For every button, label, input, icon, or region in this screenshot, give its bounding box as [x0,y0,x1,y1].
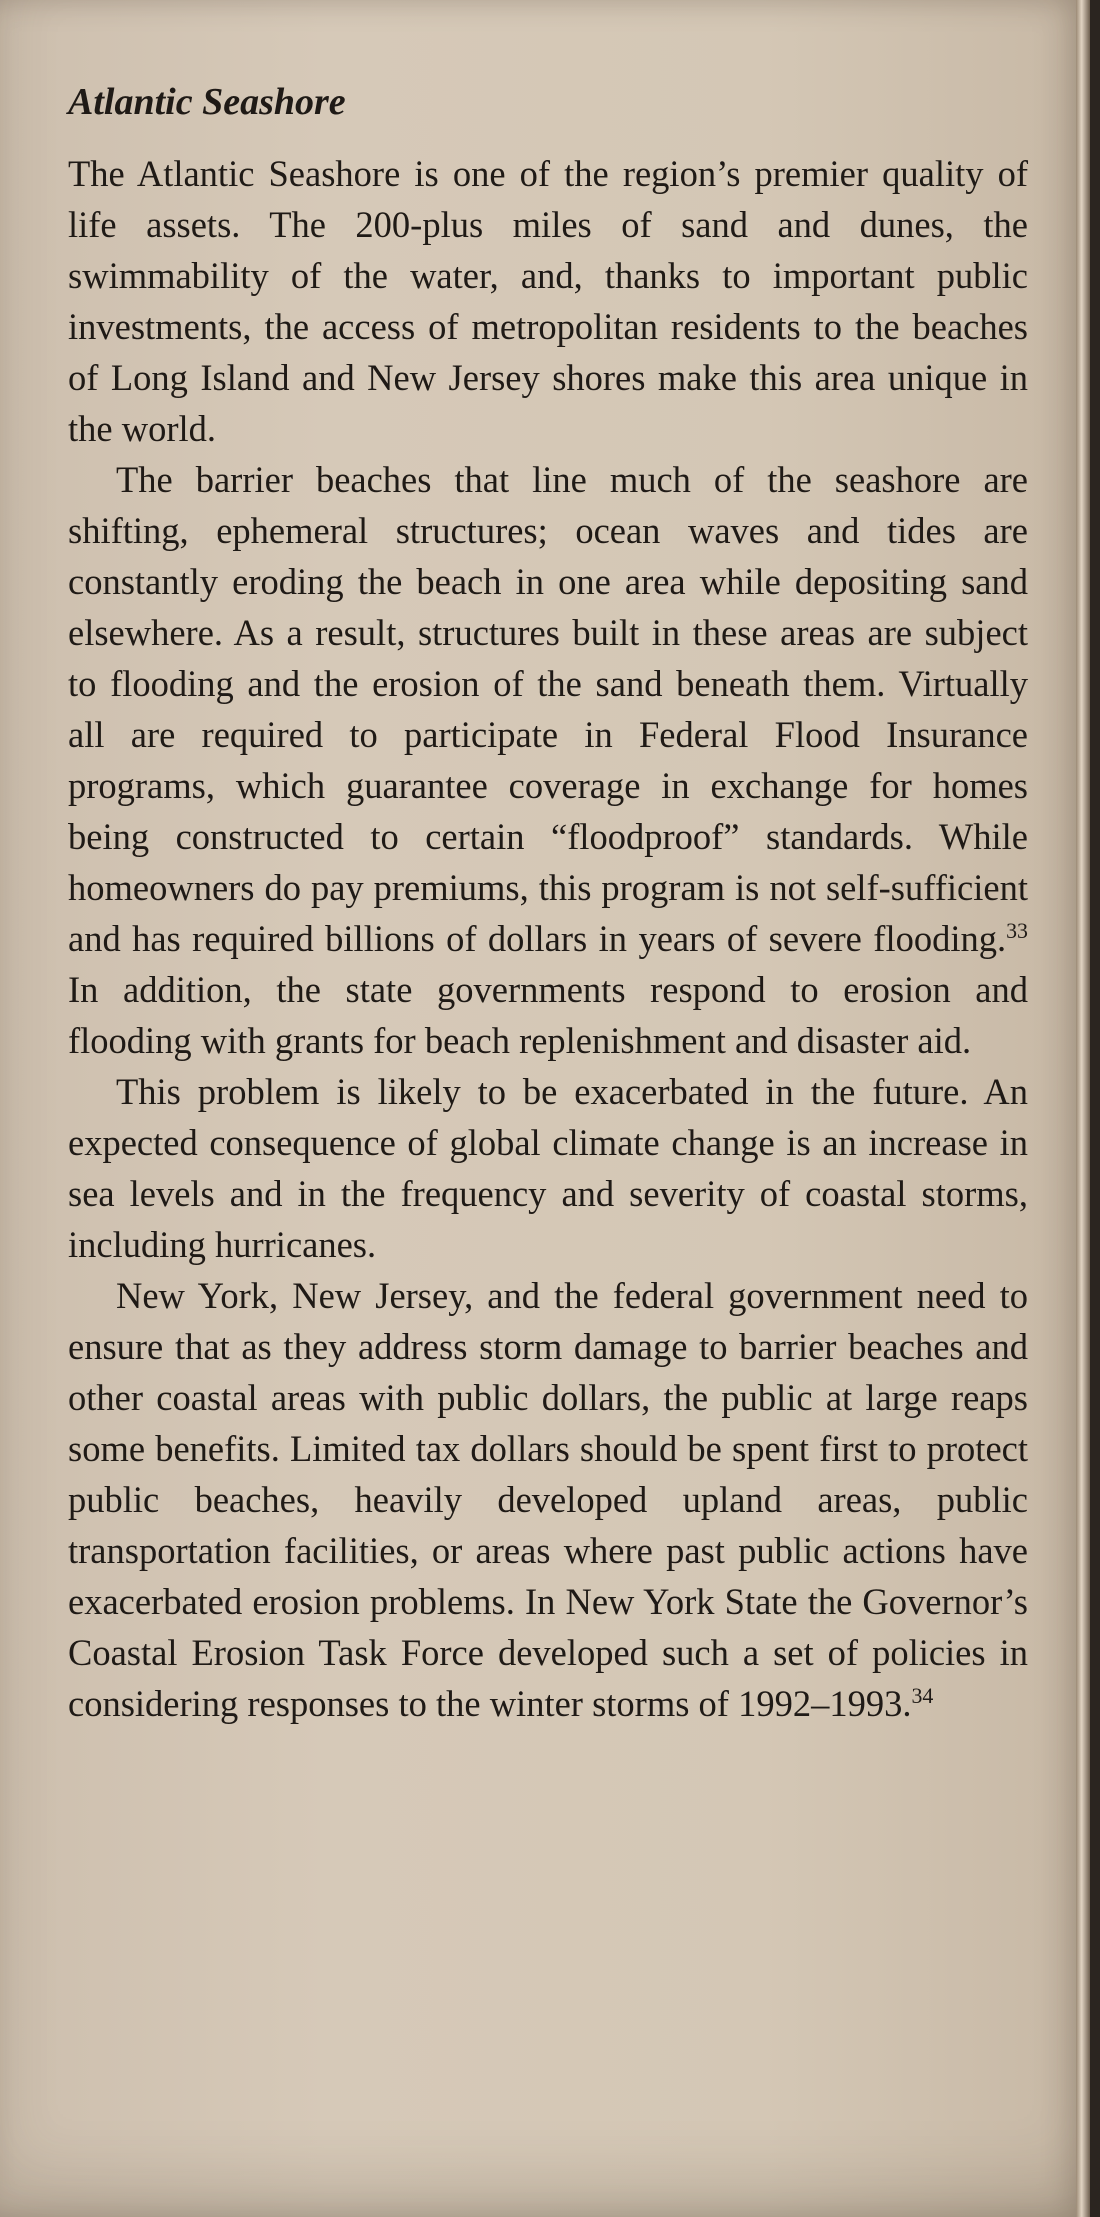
page-content [68,80,1028,1729]
paragraph-1: The Atlantic Seashore is one of the region’s premier quality of life assets. The 200-plus miles of sand and dunes, the swimmability of the water, and, thanks to important public investments, the access of metropolitan residents to the beaches of Long Island and New Jersey shores make this area unique in the world. [68,152,1028,449]
footnote-ref-34: 34 [911,1682,934,1708]
paragraph-2-text-continued: In addition, the state governments respond to erosion and flooding with grants for beach replenishment and disaster aid. [68,968,1028,1061]
paragraph-2-text: The barrier beaches that line much of the seashore are shifting, ephemeral structures; ocean waves and tides are constantly eroding the beach in one area while depositing sand elsewhere. As a result, structures built in these areas are subject to flooding and the erosion of the sand beneath them. Virtually all are required to participate in Federal Flood Insurance programs, which guarantee coverage in exchange for homes being constructed to certain “floodproof” standards. While homeowners do pay premiums, this program is not self-sufficient and has required billions of dollars in years of severe flooding. [68,458,1028,959]
paragraph-3: This problem is likely to be exacerbated in the future. An expected consequence of global climate change is an increase in sea levels and in the frequency and severity of coastal storms, including hurricanes. [68,1070,1028,1265]
paragraph-4 [68,1270,1028,1729]
section-heading: Atlantic Seashore [68,81,346,123]
footnote-ref-33: 33 [1006,917,1028,943]
page-edge [1076,0,1090,2217]
paragraph-2 [68,454,1028,1066]
paragraph-4-text: New York, New Jersey, and the federal government need to ensure that as they address storm damage to barrier beaches and other coastal areas with public dollars, the public at large reaps some benefits. Limited tax dollars should be spent first to protect public beaches, heavily developed upland areas, public transportation facilities, or areas where past public actions have exacerbated erosion problems. In New York State the Governor’s Coastal Erosion Task Force developed such a set of policies in considering responses to the winter storms of 1992–1993. [68,1274,1028,1724]
